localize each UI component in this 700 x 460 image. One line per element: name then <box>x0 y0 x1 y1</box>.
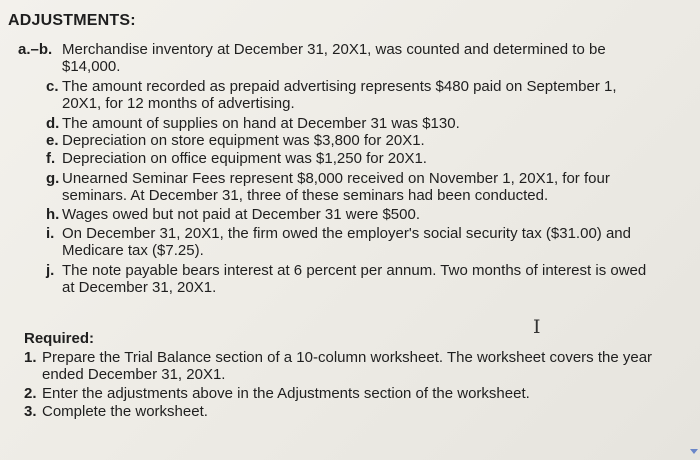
adjustment-text: The amount recorded as prepaid advertising represents $480 paid on September 1, 20X1, for 12 months of advertising. <box>62 78 617 112</box>
adjustment-text: Depreciation on office equipment was $1,250 for 20X1. <box>62 150 427 167</box>
adjustments-heading: ADJUSTMENTS: <box>8 12 136 29</box>
adjustment-label: c. <box>46 78 59 95</box>
required-label: 3. <box>24 403 37 420</box>
adjustment-label: i. <box>46 225 55 242</box>
adjustment-text: The note payable bears interest at 6 percent per annum. Two months of interest is owed at December 31, 20X1. <box>62 262 647 296</box>
required-text: Prepare the Trial Balance section of a 10-column worksheet. The worksheet covers the year ended December 31, 20X1. <box>42 349 653 383</box>
required-text: Complete the worksheet. <box>42 403 208 420</box>
adjustment-label: e. <box>46 132 59 149</box>
adjustment-label: g. <box>46 170 60 187</box>
required-text: Enter the adjustments above in the Adjustments section of the worksheet. <box>42 385 530 402</box>
required-heading: Required: <box>24 330 95 347</box>
adjustment-text: Merchandise inventory at December 31, 20X1, was counted and determined to be $14,000. <box>62 41 606 75</box>
required-label: 1. <box>24 349 37 366</box>
text-cursor-icon: I <box>533 316 541 338</box>
adjustment-text: Unearned Seminar Fees represent $8,000 received on November 1, 20X1, for four seminars. At December 31, three of these seminars had been conducted. <box>62 170 610 204</box>
adjustment-label: f. <box>46 150 56 167</box>
adjustment-text: Depreciation on store equipment was $3,800 for 20X1. <box>62 132 425 149</box>
adjustment-label: j. <box>46 262 55 279</box>
adjustment-text: The amount of supplies on hand at December 31 was $130. <box>62 115 460 132</box>
corner-triangle-icon <box>690 449 698 454</box>
adjustment-text: On December 31, 20X1, the firm owed the employer's social security tax ($31.00) and Medicare tax ($7.25). <box>62 225 631 259</box>
adjustment-text: Wages owed but not paid at December 31 were $500. <box>62 206 420 223</box>
adjustment-label: h. <box>46 206 60 223</box>
adjustment-label: a.–b. <box>18 41 53 58</box>
required-label: 2. <box>24 385 37 402</box>
adjustment-label: d. <box>46 115 60 132</box>
